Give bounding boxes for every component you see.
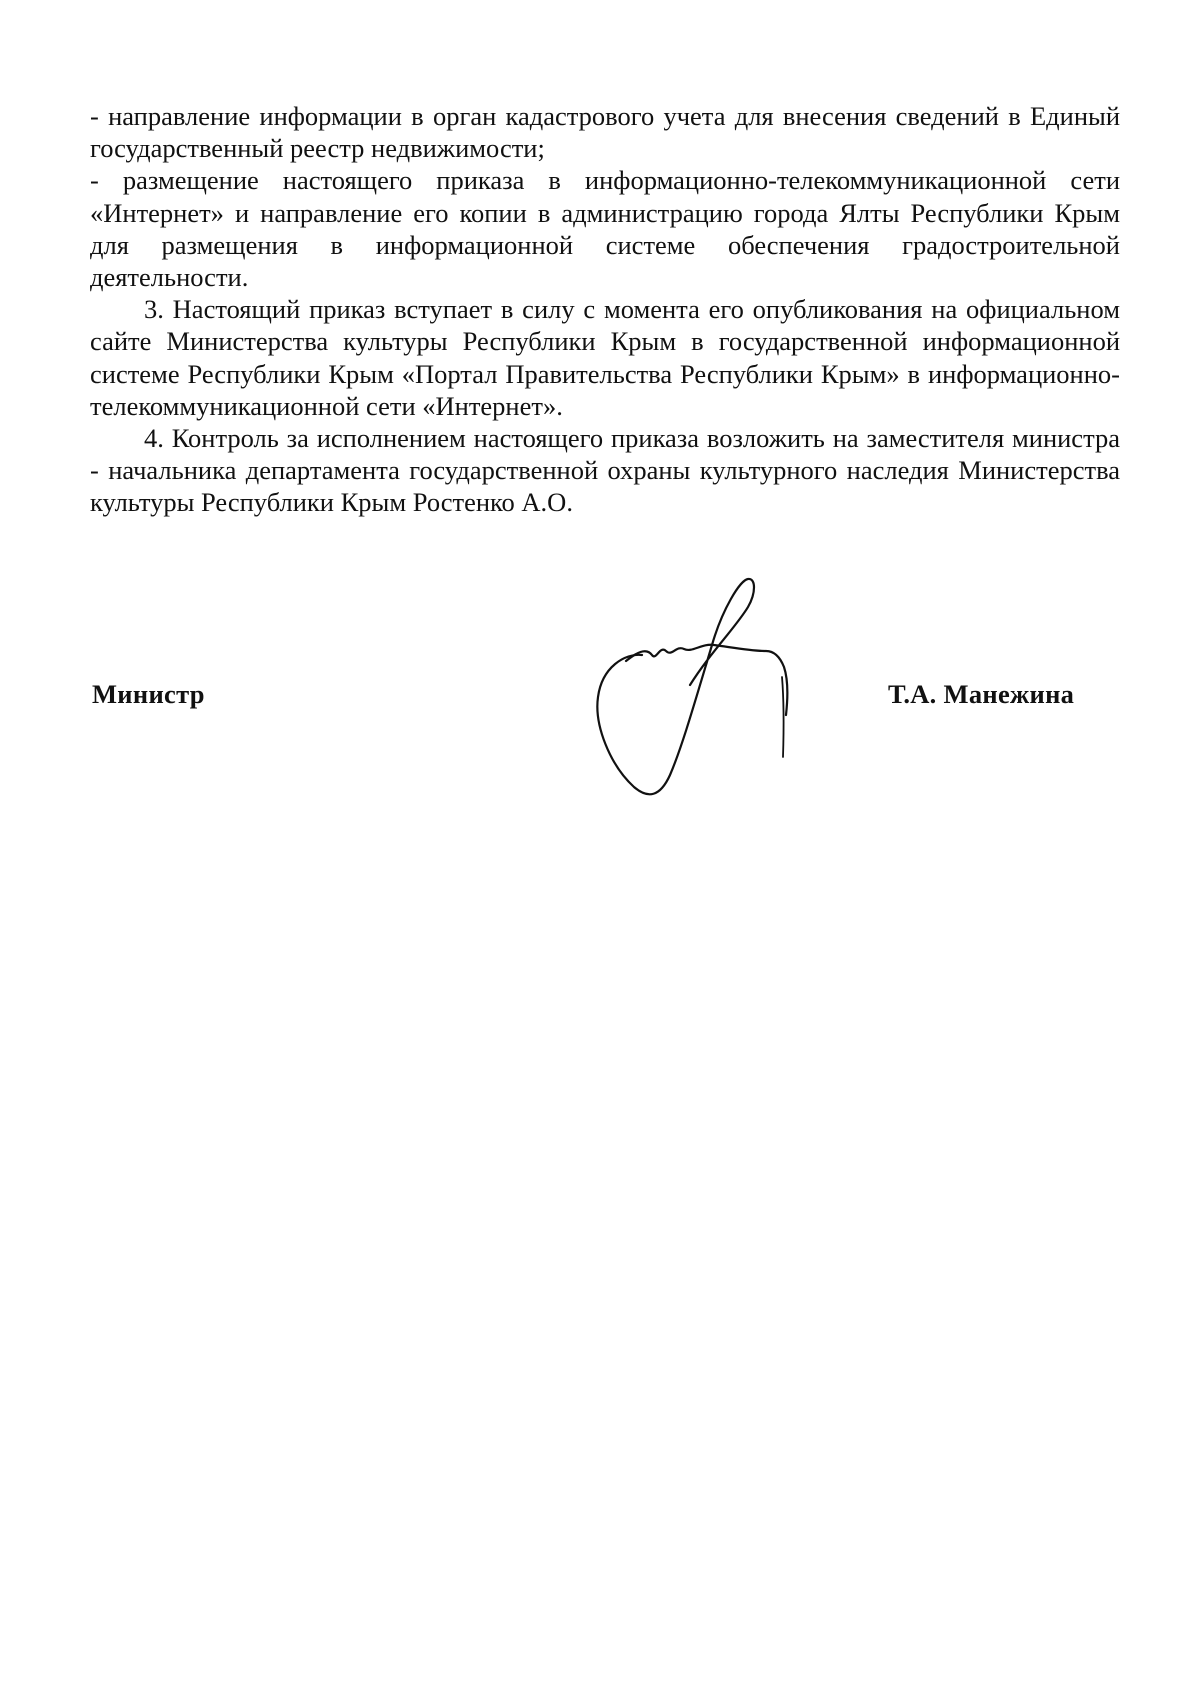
paragraph-cadastral-info: - направление информации в орган кадастрового учета для внесения сведений в Единый государственный реестр недвижимости; xyxy=(90,101,1120,164)
document-body xyxy=(90,100,1120,519)
handwritten-signature xyxy=(590,575,820,815)
paragraph-internet-placement: - размещение настоящего приказа в информационно-телекоммуникационной сети «Интернет» и направление его копии в администрацию города Ялты Республики Крым для размещения в информационной системе обеспечения градостроительной деятельности. xyxy=(90,165,1120,293)
signer-name: Т.А. Манежина xyxy=(888,679,1075,709)
paragraph-control: 4. Контроль за исполнением настоящего приказа возложить на заместителя министра - начальника департамента государственной охраны культурного наследия Министерства культуры Республики Крым Ростенко А.О. xyxy=(90,423,1120,518)
signer-role: Министр xyxy=(92,679,205,709)
paragraph-effective-date: 3. Настоящий приказ вступает в силу с момента его опубликования на официальном сайте Министерства культуры Республики Крым в государственной информационной системе Республики Крым «Портал Правительства Республики Крым» в информационно-телекоммуникационной сети «Интернет». xyxy=(90,294,1120,421)
